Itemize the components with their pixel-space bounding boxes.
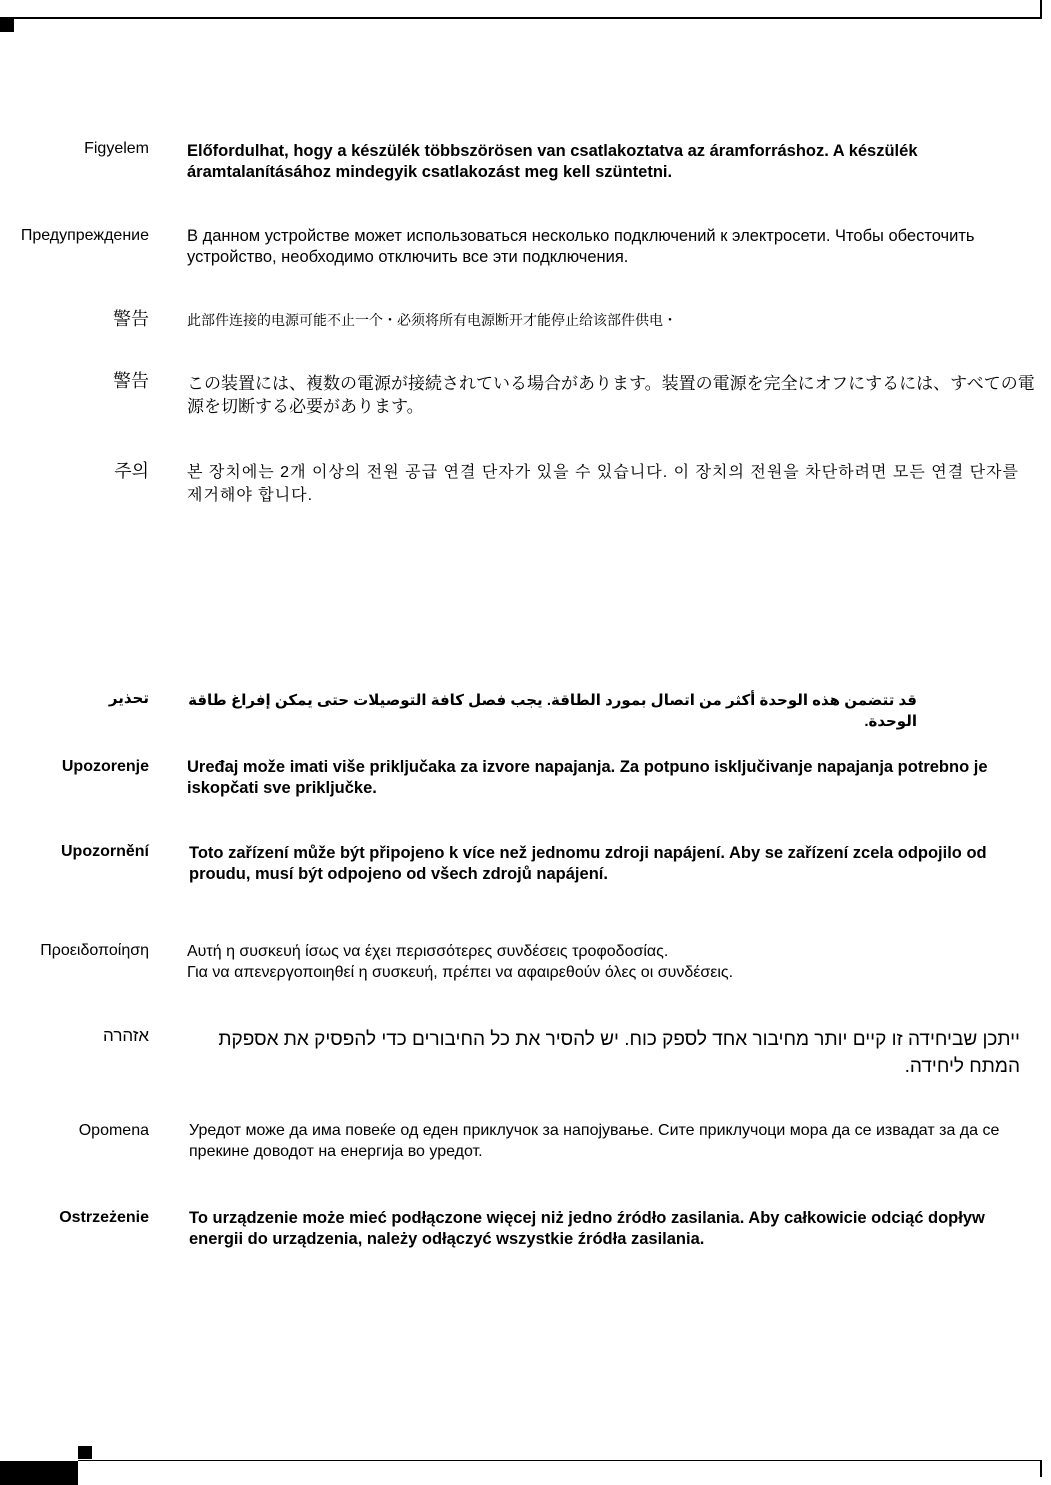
warning-label-polish: Ostrzeżenie <box>59 1209 149 1226</box>
bottom-rule <box>78 1460 1042 1461</box>
warning-text-czech: Toto zařízení může být připojeno k více než jednomu zdroji napájení. Aby se zařízení zcela odpojilo od proudu, musí být odpojeno od všech zdrojů napájení. <box>189 844 987 883</box>
warning-label-korean: 주의 <box>114 461 149 481</box>
top-rule-tick <box>1040 0 1042 19</box>
warning-text-arabic: قد تتضمن هذه الوحدة أكثر من اتصال بمورد الطاقة. يجب فصل كافة التوصيلات حتى يمكن إفراغ طاقة الوحدة. <box>188 692 917 730</box>
warning-label-russian: Предупреждение <box>20 227 149 244</box>
warning-label-japanese: 警告 <box>113 371 149 391</box>
bottom-corner-block <box>0 1461 78 1485</box>
warning-label-hebrew: אזהרה <box>103 1026 149 1045</box>
warning-text-polish: To urządzenie może mieć podłączone więcej niż jedno źródło zasilania. Aby całkowicie odciąć dopływ energii do urządzenia, należy odłączyć wszystkie źródła zasilania. <box>189 1209 985 1248</box>
warning-text-hungarian: Előfordulhat, hogy a készülék többszörösen van csatlakoztatva az áramforráshoz. A készülék áramtalanításához mindegyik csatlakozást meg kell szüntetni. <box>187 142 918 181</box>
warning-text-hebrew: ייתכן שביחידה זו קיים יותר מחיבור אחד לספק כוח. יש להסיר את כל החיבורים כדי להפסיק את אספקת המתח ליחידה. <box>218 1029 1020 1077</box>
warning-label-czech: Upozornění <box>61 843 149 860</box>
warning-text-greek-line-1: Αυτή η συσκευή ίσως να έχει περισσότερες συνδέσεις τροφοδοσίας. <box>187 943 669 960</box>
warning-label-greek: Προειδοποίηση <box>40 942 149 959</box>
warning-text-greek <box>187 941 1037 983</box>
warning-text-japanese: この装置には、複数の電源が接続されている場合があります。装置の電源を完全にオフにするには、すべての電源を切断する必要があります。 <box>187 374 1035 416</box>
warning-text-chinese: 此部件连接的电源可能不止一个・必须将所有电源断开才能停止给该部件供电・ <box>187 312 677 328</box>
bottom-rule-tick <box>1040 1461 1042 1477</box>
top-rule <box>0 17 1042 19</box>
warning-text-macedonian: Уредот може да има повеќе од еден приклучок за напојување. Сите приклучоци мора да се извадат за да се прекине доводот на енергија во уредот. <box>189 1122 1000 1160</box>
warning-label-chinese: 警告 <box>113 309 149 329</box>
bottom-corner-mark <box>78 1446 92 1459</box>
warning-text-russian: В данном устройстве может использоваться несколько подключений к электросети. Чтобы обесточить устройство, необходимо отключить все эти подключения. <box>187 227 975 266</box>
warning-label-arabic: تحذير <box>108 690 149 707</box>
warning-text-korean: 본 장치에는 2개 이상의 전원 공급 연결 단자가 있을 수 있습니다. 이 장치의 전원을 차단하려면 모든 연결 단자를 제거해야 합니다. <box>187 464 1019 504</box>
top-corner-mark <box>0 19 14 32</box>
warning-label-hungarian: Figyelem <box>84 140 149 157</box>
warning-label-croatian: Upozorenje <box>61 758 149 775</box>
warning-label-macedonian: Opomena <box>78 1122 149 1139</box>
warning-text-greek-line-2: Για να απενεργοποιηθεί η συσκευή, πρέπει να αφαιρεθούν όλες οι συνδέσεις. <box>187 964 734 981</box>
warning-text-croatian: Uređaj može imati više priključaka za izvore napajanja. Za potpuno isključivanje napajanja potrebno je iskopčati sve priključke. <box>187 758 988 797</box>
